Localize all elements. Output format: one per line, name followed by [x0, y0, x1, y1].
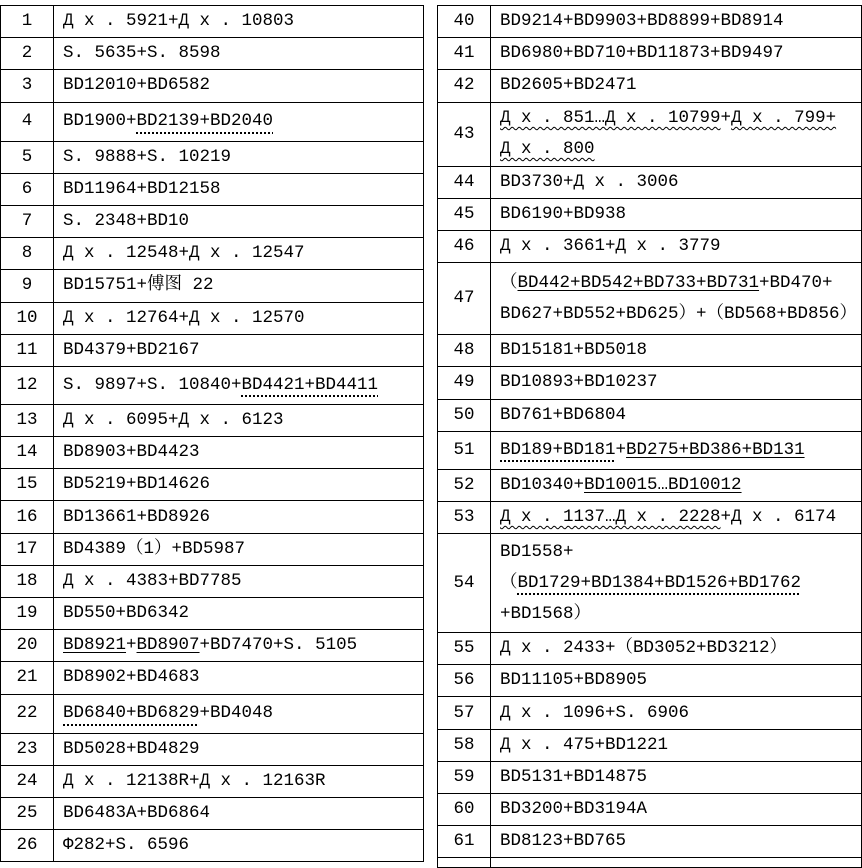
table-row — [438, 501, 862, 533]
manuscript-combination — [54, 404, 424, 436]
table-row — [438, 399, 862, 431]
table-row — [1, 565, 424, 597]
table-row — [1, 334, 424, 366]
text-fragment: Д х . 12764+Д х . 12570 — [63, 307, 305, 328]
table-row — [438, 534, 862, 633]
table-row — [1, 830, 424, 862]
text-fragment: + — [720, 108, 732, 129]
table-row — [1, 501, 424, 533]
text-fragment: BD6190+BD938 — [500, 203, 627, 224]
row-number: 57 — [438, 697, 491, 729]
row-number: 5 — [1, 141, 54, 173]
manuscript-combination — [491, 335, 862, 367]
text-fragment: S. 9888+S. 10219 — [63, 146, 232, 167]
row-number: 1 — [1, 6, 54, 38]
manuscript-combination — [491, 858, 862, 868]
row-number: 58 — [438, 729, 491, 761]
text-fragment: Д х . 4383+BD7785 — [63, 570, 242, 591]
table-row — [1, 6, 424, 38]
row-number: 21 — [1, 662, 54, 694]
manuscript-combination — [54, 533, 424, 565]
text-fragment: BD10893+BD10237 — [500, 372, 658, 393]
text-fragment: BD8903+BD4423 — [63, 442, 200, 463]
table-row — [1, 533, 424, 565]
manuscript-combination — [54, 469, 424, 501]
text-fragment: BD12010+BD6582 — [63, 75, 211, 96]
text-fragment: BD4379+BD2167 — [63, 339, 200, 360]
row-number: 59 — [438, 761, 491, 793]
row-number: 46 — [438, 230, 491, 262]
row-number: 43 — [438, 102, 491, 166]
marked-fragment: BD4421+BD4411 — [241, 374, 379, 395]
table-row — [1, 630, 424, 662]
table-row — [1, 173, 424, 205]
table-row — [1, 70, 424, 102]
manuscript-combination — [54, 765, 424, 797]
text-fragment: + — [126, 635, 137, 656]
text-fragment: BD4389（1）+BD5987 — [63, 538, 246, 559]
text-fragment: +Д х . 6174 — [720, 506, 837, 527]
row-number: 14 — [1, 437, 54, 469]
manuscript-combination — [54, 238, 424, 270]
table-row — [438, 198, 862, 230]
manuscript-combination — [54, 141, 424, 173]
table-row — [1, 733, 424, 765]
text-fragment: +BD470+ BD627+BD552+BD625）+（BD568+BD856） — [500, 272, 858, 324]
table-row — [1, 102, 424, 141]
marked-fragment: Д х . 799+ Д х . 800 — [500, 108, 837, 160]
manuscript-combination — [54, 366, 424, 404]
marked-fragment: BD2139+BD2040 — [136, 111, 274, 132]
text-fragment: +BD4048 — [199, 703, 274, 724]
table-row — [438, 761, 862, 793]
text-fragment: BD10340+ — [500, 474, 585, 495]
row-number: 12 — [1, 366, 54, 404]
text-fragment: Д х . 6095+Д х . 6123 — [63, 409, 284, 430]
row-number: 40 — [438, 6, 491, 38]
text-fragment: BD8902+BD4683 — [63, 667, 200, 688]
text-fragment: BD15181+BD5018 — [500, 340, 648, 361]
manuscript-combination — [54, 437, 424, 469]
marked-fragment: Д х . 851…Д х . 10799 — [500, 108, 721, 129]
manuscript-combination — [491, 38, 862, 70]
table-row — [1, 141, 424, 173]
text-fragment: BD6483A+BD6864 — [63, 803, 211, 824]
row-number: 19 — [1, 598, 54, 630]
manuscript-combination — [54, 302, 424, 334]
manuscript-combination — [491, 230, 862, 262]
row-number: 6 — [1, 173, 54, 205]
row-number: 44 — [438, 166, 491, 198]
marked-fragment: BD189+BD181 — [500, 439, 616, 460]
marked-fragment: BD6840+BD6829 — [63, 703, 200, 724]
manuscript-combination — [491, 761, 862, 793]
table-row — [438, 697, 862, 729]
manuscript-combination — [54, 334, 424, 366]
table-row — [438, 665, 862, 697]
text-fragment: BD6980+BD710+BD11873+BD9497 — [500, 43, 784, 64]
row-number: 10 — [1, 302, 54, 334]
manuscript-combination — [491, 6, 862, 38]
text-fragment: S. 2348+BD10 — [63, 211, 190, 232]
row-number: 56 — [438, 665, 491, 697]
row-number: 16 — [1, 501, 54, 533]
row-number: 53 — [438, 501, 491, 533]
table-row — [1, 765, 424, 797]
manuscript-combination — [491, 633, 862, 665]
table-row — [1, 797, 424, 829]
table-row — [1, 694, 424, 733]
manuscript-combination — [491, 431, 862, 469]
manuscript-combination — [491, 70, 862, 102]
table-row — [1, 662, 424, 694]
manuscript-combination — [54, 694, 424, 733]
text-fragment: BD11964+BD12158 — [63, 178, 221, 199]
manuscript-combination — [491, 697, 862, 729]
table-row — [1, 437, 424, 469]
manuscript-combination — [54, 38, 424, 70]
manuscript-combination — [54, 598, 424, 630]
table-row — [438, 335, 862, 367]
text-fragment: Д х . 475+BD1221 — [500, 734, 669, 755]
row-number: 23 — [1, 733, 54, 765]
text-fragment: S. 9897+S. 10840+ — [63, 374, 242, 395]
row-number: 49 — [438, 367, 491, 399]
table-row — [438, 826, 862, 858]
manuscript-combination — [54, 501, 424, 533]
text-fragment: BD3730+Д х . 3006 — [500, 171, 679, 192]
row-number: 50 — [438, 399, 491, 431]
manuscript-combination — [491, 534, 862, 633]
row-number: 47 — [438, 263, 491, 335]
text-fragment: BD8123+BD765 — [500, 831, 627, 852]
marked-fragment: BD275+BD386+BD131 — [626, 439, 805, 460]
text-fragment: BD1558+ （ — [500, 541, 574, 593]
manuscript-combination — [54, 102, 424, 141]
row-number: 22 — [1, 694, 54, 733]
manuscript-combination — [491, 501, 862, 533]
row-number: 3 — [1, 70, 54, 102]
row-number: 26 — [1, 830, 54, 862]
text-fragment: BD13661+BD8926 — [63, 506, 211, 527]
manuscript-combination — [491, 399, 862, 431]
row-number: 41 — [438, 38, 491, 70]
row-number: 4 — [1, 102, 54, 141]
text-fragment: BD5028+BD4829 — [63, 738, 200, 759]
text-fragment: BD5131+BD14875 — [500, 766, 648, 787]
table-row — [1, 238, 424, 270]
manuscript-combination — [54, 70, 424, 102]
row-number: 51 — [438, 431, 491, 469]
table-row — [438, 794, 862, 826]
manuscript-combination — [54, 205, 424, 237]
row-number: 15 — [1, 469, 54, 501]
row-number: 55 — [438, 633, 491, 665]
row-number: 18 — [1, 565, 54, 597]
text-fragment: BD1900+ — [63, 111, 137, 132]
manuscript-combination — [491, 665, 862, 697]
marked-fragment: BD8921 — [63, 635, 127, 656]
table-row — [1, 469, 424, 501]
text-fragment: Д х . 3661+Д х . 3779 — [500, 236, 721, 257]
table-row — [438, 230, 862, 262]
text-fragment: Д х . 5921+Д х . 10803 — [63, 11, 295, 32]
text-fragment: BD5219+BD14626 — [63, 474, 211, 495]
row-number: 8 — [1, 238, 54, 270]
row-number: 17 — [1, 533, 54, 565]
text-fragment: Д х . 12548+Д х . 12547 — [63, 243, 305, 264]
text-fragment: Д х . 1096+S. 6906 — [500, 702, 690, 723]
manuscript-combination — [491, 826, 862, 858]
row-number: 25 — [1, 797, 54, 829]
row-number: 54 — [438, 534, 491, 633]
row-number: 48 — [438, 335, 491, 367]
table-row — [438, 38, 862, 70]
manuscript-table-left — [0, 5, 424, 862]
manuscript-combination — [54, 830, 424, 862]
manuscript-combination — [54, 733, 424, 765]
manuscript-combination — [491, 367, 862, 399]
table-row — [438, 102, 862, 166]
marked-fragment: BD10015…BD10012 — [584, 474, 742, 495]
row-number: 7 — [1, 205, 54, 237]
text-fragment: BD761+BD6804 — [500, 404, 627, 425]
manuscript-table-right — [437, 5, 862, 868]
manuscript-combination — [491, 102, 862, 166]
table-row — [438, 367, 862, 399]
marked-fragment: BD8907 — [136, 635, 200, 656]
manuscript-combination — [54, 630, 424, 662]
table-row — [1, 366, 424, 404]
text-fragment: +BD7470+S. 5105 — [199, 635, 358, 656]
text-fragment: （ — [500, 272, 518, 293]
text-fragment: S. 5635+S. 8598 — [63, 43, 221, 64]
row-number: 42 — [438, 70, 491, 102]
table-row — [438, 70, 862, 102]
manuscript-combination — [54, 565, 424, 597]
text-fragment: BD550+BD6342 — [63, 603, 190, 624]
row-number: 13 — [1, 404, 54, 436]
table-row — [1, 598, 424, 630]
text-fragment: + — [615, 439, 627, 460]
table-row — [1, 404, 424, 436]
row-number: 24 — [1, 765, 54, 797]
manuscript-combination — [491, 263, 862, 335]
table-row — [1, 38, 424, 70]
marked-fragment: BD442+BD542+BD733+BD731 — [517, 272, 760, 293]
text-fragment: Д х . 12138R+Д х . 12163R — [63, 770, 326, 791]
text-fragment: Д х . 2433+（BD3052+BD3212） — [500, 638, 788, 659]
manuscript-combination — [491, 198, 862, 230]
manuscript-combination — [491, 166, 862, 198]
row-number: 52 — [438, 469, 491, 501]
manuscript-combination — [54, 797, 424, 829]
row-number: 61 — [438, 826, 491, 858]
text-fragment: BD11105+BD8905 — [500, 670, 648, 691]
table-row — [438, 633, 862, 665]
manuscript-combination — [491, 794, 862, 826]
table-row — [438, 263, 862, 335]
row-number: 20 — [1, 630, 54, 662]
table-row-partial — [438, 858, 862, 868]
text-fragment: +BD1568） — [500, 603, 592, 624]
row-number: 2 — [1, 38, 54, 70]
text-fragment: BD15751+傅图 22 — [63, 275, 214, 296]
table-row — [1, 205, 424, 237]
text-fragment: BD3200+BD3194A — [500, 799, 648, 820]
table-row — [438, 729, 862, 761]
row-number: 45 — [438, 198, 491, 230]
manuscript-combination — [54, 6, 424, 38]
row-number: 11 — [1, 334, 54, 366]
table-row — [1, 270, 424, 302]
manuscript-combination — [54, 270, 424, 302]
text-fragment: BD2605+BD2471 — [500, 75, 637, 96]
manuscript-combination — [491, 729, 862, 761]
manuscript-combination — [54, 173, 424, 205]
row-number: 60 — [438, 794, 491, 826]
text-fragment: Ф282+S. 6596 — [63, 835, 190, 856]
table-row — [1, 302, 424, 334]
marked-fragment: Д х . 1137…Д х . 2228 — [500, 506, 721, 527]
table-row — [438, 6, 862, 38]
marked-fragment: BD1729+BD1384+BD1526+BD1762 — [517, 572, 802, 593]
table-row — [438, 469, 862, 501]
text-fragment: BD9214+BD9903+BD8899+BD8914 — [500, 11, 784, 32]
table-row — [438, 166, 862, 198]
row-number: 9 — [1, 270, 54, 302]
row-number — [438, 858, 491, 868]
manuscript-combination — [54, 662, 424, 694]
table-row — [438, 431, 862, 469]
manuscript-combination — [491, 469, 862, 501]
